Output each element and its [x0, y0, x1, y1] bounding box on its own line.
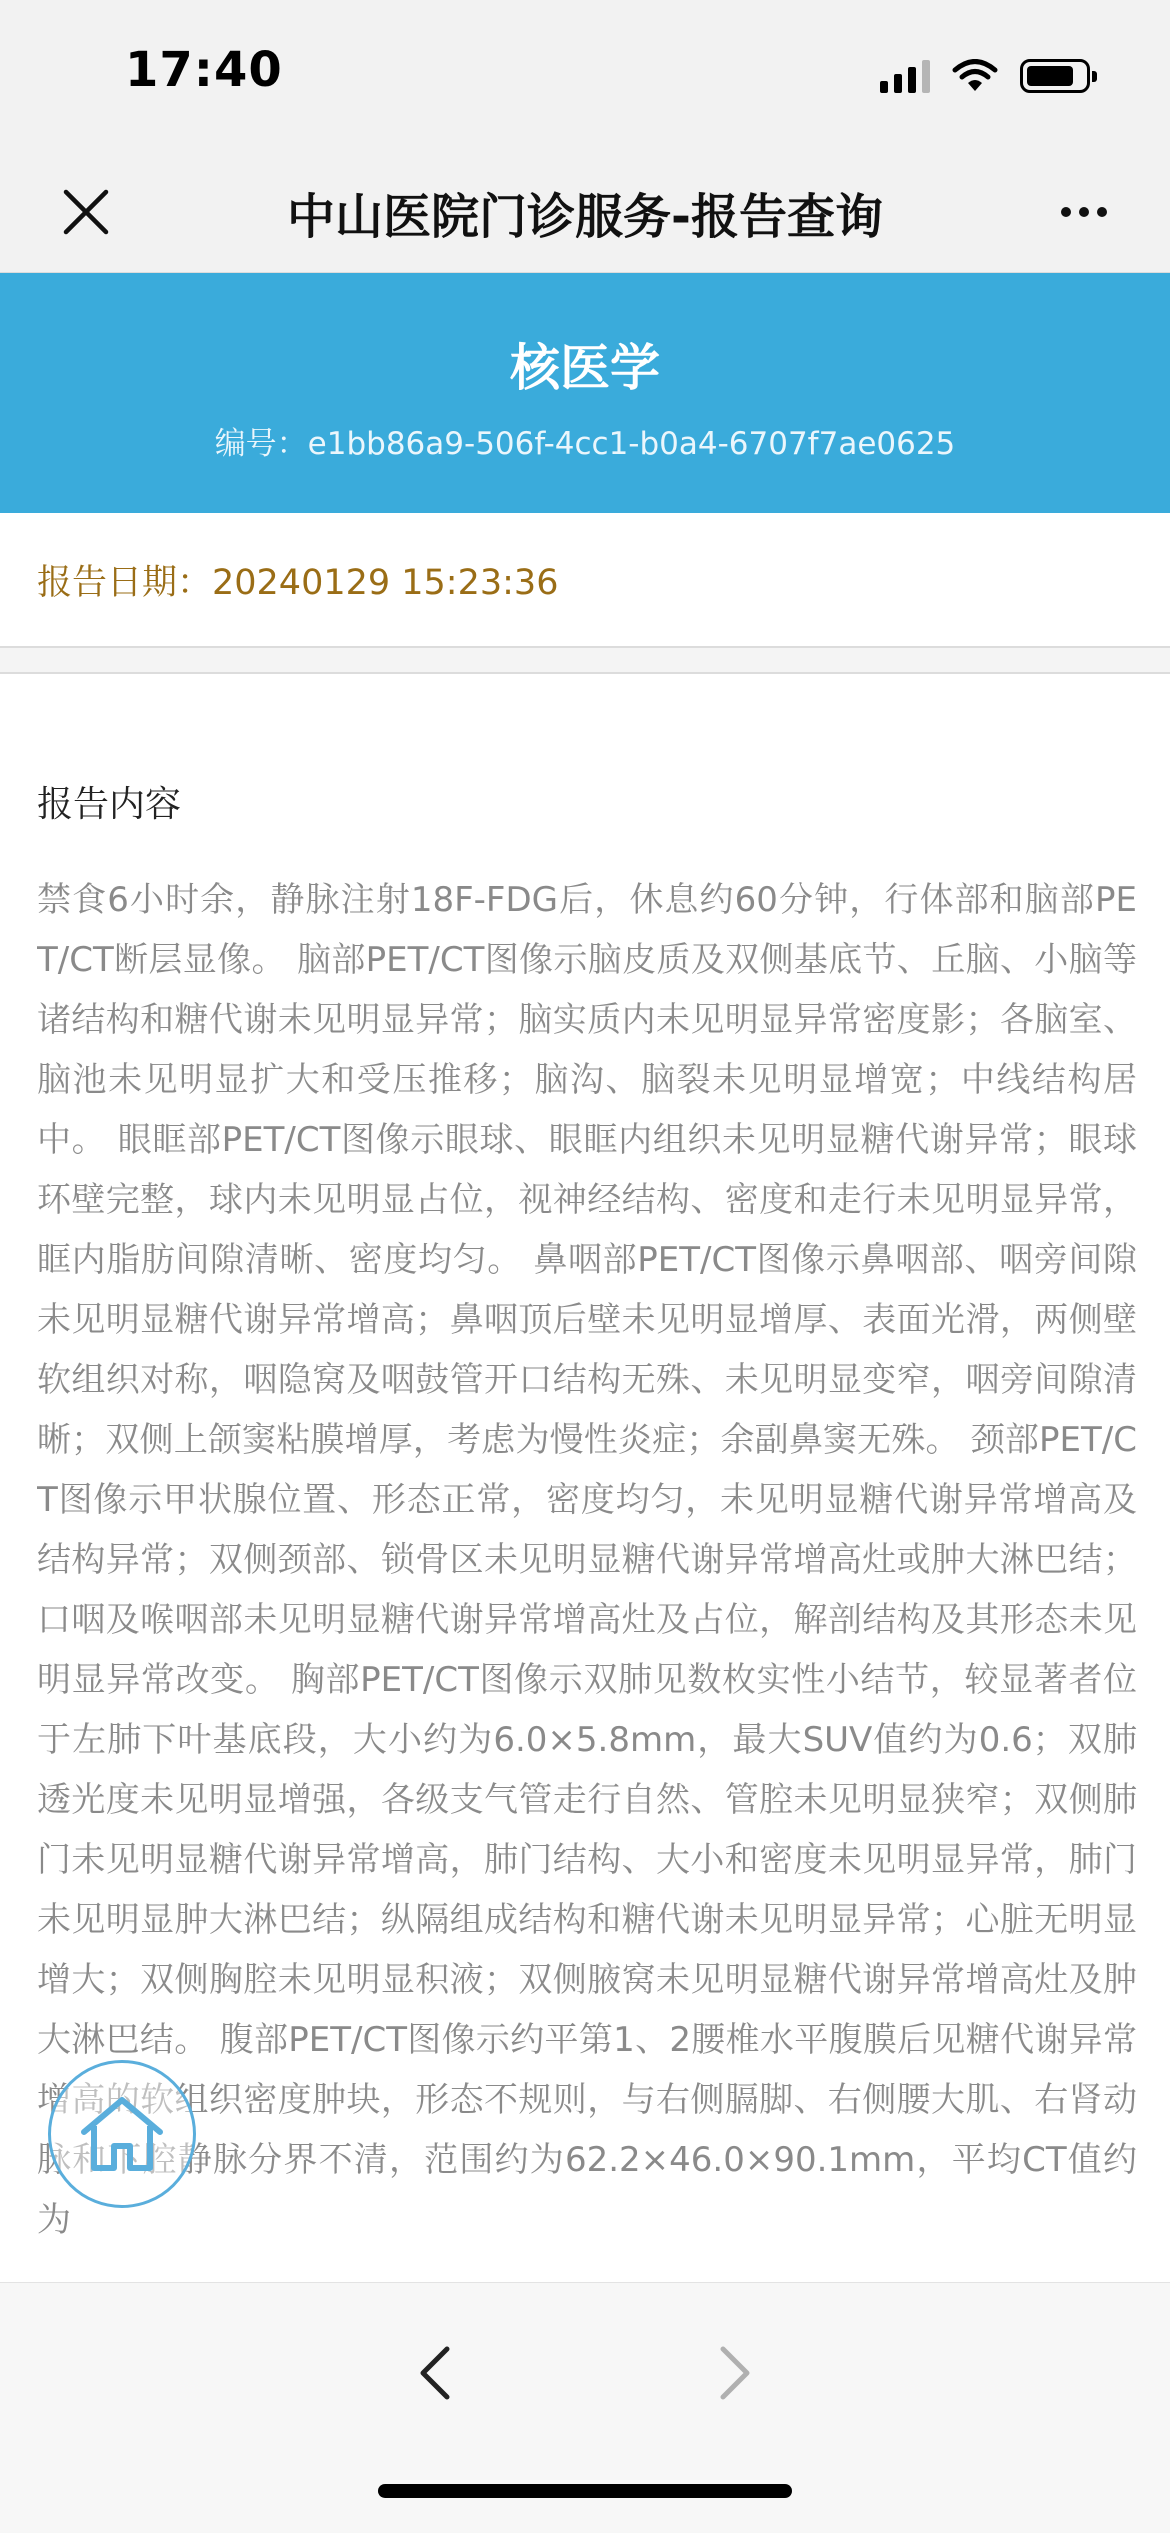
chevron-right-icon [715, 2343, 755, 2403]
status-bar [0, 0, 1170, 150]
status-icons [880, 56, 1090, 96]
home-icon [74, 2086, 170, 2182]
content-heading: 报告内容 [37, 784, 182, 825]
wifi-icon [952, 59, 998, 93]
cellular-signal-icon [880, 59, 930, 93]
status-time: 17:40 [125, 42, 283, 98]
report-date: 报告日期：20240129 15:23:36 [37, 563, 559, 603]
page-title: 中山医院门诊服务-报告查询 [287, 189, 883, 245]
report-header [0, 273, 1170, 513]
home-indicator [378, 2484, 792, 2498]
battery-icon [1020, 59, 1090, 93]
report-content-body: 禁食6小时余，静脉注射18F-FDG后，休息约60分钟，行体部和脑部PET/CT断层显像。 脑部PET/CT图像示脑皮质及双侧基底节、丘脑、小脑等诸结构和糖代谢未见明显异常；脑实质内未见明显异常密度影；各脑室、脑池未见明显扩大和受压推移；脑沟、脑裂未见明显增宽；中线结构居中。 眼眶部PET/CT图像示眼球、眼眶内组织未见明显糖代谢异常；眼球环壁完整，球内未见明显占位，视神经结构、密度和走行未见明显异常，眶内脂肪间隙清晰、密度均匀。 鼻咽部PET/CT图像示鼻咽部、咽旁间隙未见明显糖代谢异常增高；鼻咽顶后壁未见明显增厚、表面光滑，两侧壁软组织对称，咽隐窝及咽鼓管开口结构无殊、未见明显变窄，咽旁间隙清晰；双侧上颌窦粘膜增厚，考虑为慢性炎症；余副鼻窦无殊。 颈部PET/CT图像示甲状腺位置、形态正常，密度均匀，未见明显糖代谢异常增高及结构异常；双侧颈部、锁骨区未见明显糖代谢异常增高灶或肿大淋巴结；口咽及喉咽部未见明显糖代谢异常增高灶及占位，解剖结构及其形态未见明显异常改变。 胸部PET/CT图像示双肺见数枚实性小结节，较显著者位于左肺下叶基底段，大小约为6.0×5.8mm，最大SUV值约为0.6；双肺透光度未见明显增强，各级支气管走行自然、管腔未见明显狭窄；双侧肺门未见明显糖代谢异常增高，肺门结构、大小和密度未见明显异常，肺门未见明显肿大淋巴结；纵隔组成结构和糖代谢未见明显异常；心脏无明显增大；双侧胸腔未见明显积液；双侧腋窝未见明显糖代谢异常增高灶及肿大淋巴结。 腹部PET/CT图像示约平第1、2腰椎水平腹膜后见糖代谢异常增高的软组织密度肿块，形态不规则，与右侧膈脚、右侧腰大肌、右肾动脉和下腔静脉分界不清，范围约为62.2×46.0×90.1mm，平均CT值约为 [37, 880, 1137, 2240]
forward-button[interactable] [695, 2333, 775, 2413]
section-divider [0, 646, 1170, 674]
nav-bar [0, 150, 1170, 273]
chevron-left-icon [415, 2343, 455, 2403]
back-button[interactable] [395, 2333, 475, 2413]
department-title: 核医学 [510, 339, 660, 397]
report-id: 编号：e1bb86a9-506f-4cc1-b0a4-6707f7ae0625 [214, 426, 956, 462]
more-button[interactable] [1046, 174, 1122, 250]
report-content[interactable] [37, 870, 1137, 2282]
home-button[interactable] [48, 2060, 196, 2208]
close-button[interactable] [48, 174, 124, 250]
close-icon [62, 188, 110, 236]
more-icon [1061, 207, 1071, 217]
